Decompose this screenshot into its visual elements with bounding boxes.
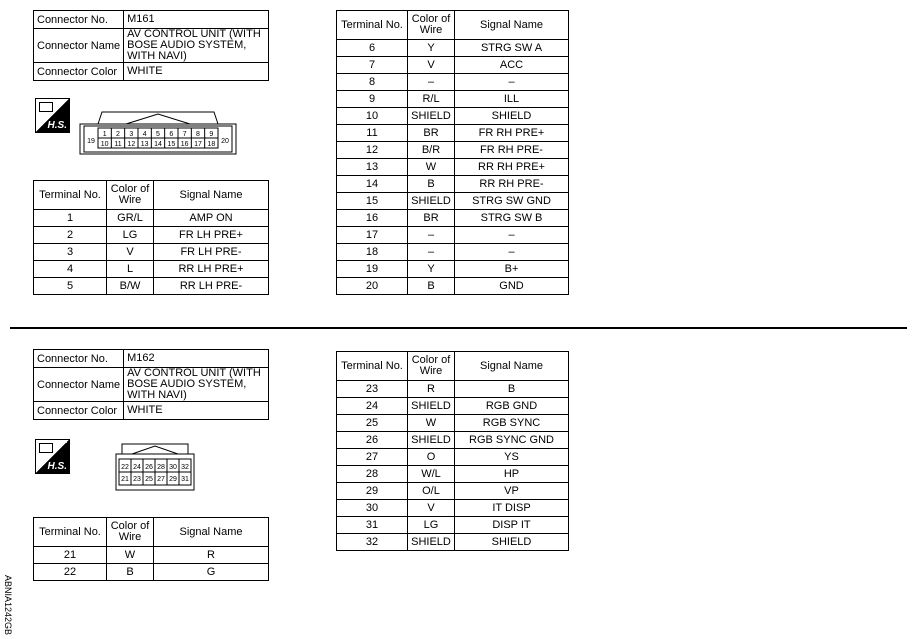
signal-name-cell: R bbox=[154, 547, 269, 564]
terminal-no-cell: 28 bbox=[337, 466, 408, 483]
table-row bbox=[34, 261, 269, 278]
signal-name-cell: FR LH PRE+ bbox=[154, 227, 269, 244]
wire-color-cell: LG bbox=[107, 227, 154, 244]
wire-color-cell: L bbox=[107, 261, 154, 278]
pin-number: 14 bbox=[154, 141, 162, 148]
signal-name-cell: FR RH PRE- bbox=[455, 142, 569, 159]
wire-color-cell: SHIELD bbox=[408, 193, 455, 210]
pin-number: 20 bbox=[221, 138, 229, 145]
wire-color-cell: SHIELD bbox=[408, 398, 455, 415]
pin-number: 10 bbox=[100, 141, 109, 148]
pin-number: 23 bbox=[133, 476, 141, 483]
terminal-no-cell: 19 bbox=[337, 261, 408, 278]
color-of-wire-header: Color of Wire bbox=[408, 11, 455, 40]
connector-name-label: Connector Name bbox=[34, 29, 124, 63]
wire-color-cell: Y bbox=[408, 261, 455, 278]
table-row bbox=[337, 261, 569, 278]
color-of-wire-header: Color of Wire bbox=[408, 352, 455, 381]
connector-color-value: WHITE bbox=[124, 63, 269, 81]
signal-name-cell: HP bbox=[455, 466, 569, 483]
terminal-no-cell: 4 bbox=[34, 261, 107, 278]
signal-name-header: Signal Name bbox=[455, 352, 569, 381]
connector-color-label: Connector Color bbox=[34, 402, 124, 420]
wire-color-cell: SHIELD bbox=[408, 432, 455, 449]
wire-color-cell: B bbox=[107, 564, 154, 581]
terminal-no-cell: 3 bbox=[34, 244, 107, 261]
terminal-no-cell: 22 bbox=[34, 564, 107, 581]
signal-name-cell: AMP ON bbox=[154, 210, 269, 227]
table-row bbox=[337, 500, 569, 517]
pin-number: 11 bbox=[114, 141, 122, 148]
terminal-no-cell: 30 bbox=[337, 500, 408, 517]
terminal-no-cell: 8 bbox=[337, 74, 408, 91]
signal-name-header: Signal Name bbox=[154, 518, 269, 547]
terminal-no-cell: 10 bbox=[337, 108, 408, 125]
pin-table-m161-a bbox=[33, 180, 269, 295]
terminal-no-cell: 29 bbox=[337, 483, 408, 500]
table-row bbox=[34, 244, 269, 261]
terminal-no-header: Terminal No. bbox=[337, 352, 408, 381]
terminal-no-header: Terminal No. bbox=[34, 518, 107, 547]
wire-color-cell: W bbox=[107, 547, 154, 564]
table-row bbox=[337, 108, 569, 125]
pin-number: 26 bbox=[145, 464, 153, 471]
pin-number: 21 bbox=[121, 476, 129, 483]
hs-label: H.S. bbox=[47, 461, 67, 472]
table-row bbox=[337, 244, 569, 261]
signal-name-cell: RGB SYNC GND bbox=[455, 432, 569, 449]
table-row bbox=[337, 176, 569, 193]
signal-name-cell: G bbox=[154, 564, 269, 581]
table-row bbox=[337, 159, 569, 176]
connector-name-value: AV CONTROL UNIT (WITH BOSE AUDIO SYSTEM, WITH NAVI) bbox=[124, 368, 269, 402]
signal-name-header: Signal Name bbox=[455, 11, 569, 40]
pin-number: 25 bbox=[145, 476, 153, 483]
signal-name-cell: SHIELD bbox=[455, 108, 569, 125]
terminal-no-cell: 13 bbox=[337, 159, 408, 176]
connector-no-value: M161 bbox=[124, 11, 269, 29]
pin-table-m161-b bbox=[336, 10, 569, 295]
signal-name-cell: STRG SW GND bbox=[455, 193, 569, 210]
pin-number: 5 bbox=[156, 131, 160, 138]
signal-name-cell: RR RH PRE+ bbox=[455, 159, 569, 176]
table-row bbox=[337, 466, 569, 483]
wire-color-cell: O bbox=[408, 449, 455, 466]
pin-table-m162-a bbox=[33, 517, 269, 581]
table-row bbox=[337, 193, 569, 210]
pin-number: 31 bbox=[181, 476, 189, 483]
wire-color-cell: BR bbox=[408, 125, 455, 142]
wire-color-cell: GR/L bbox=[107, 210, 154, 227]
signal-name-cell: – bbox=[455, 244, 569, 261]
signal-name-cell: ACC bbox=[455, 57, 569, 74]
section-divider bbox=[10, 327, 907, 329]
terminal-no-cell: 16 bbox=[337, 210, 408, 227]
table-row bbox=[337, 57, 569, 74]
connector-color-value: WHITE bbox=[124, 402, 269, 420]
wire-color-cell: O/L bbox=[408, 483, 455, 500]
signal-name-cell: B+ bbox=[455, 261, 569, 278]
terminal-no-cell: 31 bbox=[337, 517, 408, 534]
pin-number: 8 bbox=[196, 131, 200, 138]
wire-color-cell: – bbox=[408, 74, 455, 91]
table-row bbox=[337, 432, 569, 449]
hs-label: H.S. bbox=[47, 120, 67, 131]
pin-number: 19 bbox=[87, 138, 95, 145]
table-row bbox=[34, 210, 269, 227]
pin-number: 30 bbox=[169, 464, 177, 471]
connector-face-m162 bbox=[112, 442, 198, 492]
wire-color-cell: V bbox=[408, 500, 455, 517]
signal-name-cell: RGB GND bbox=[455, 398, 569, 415]
signal-name-cell: VP bbox=[455, 483, 569, 500]
pin-number: 16 bbox=[180, 141, 189, 148]
pin-number: 29 bbox=[169, 476, 177, 483]
pin-number: 7 bbox=[182, 131, 187, 138]
signal-name-cell: RGB SYNC bbox=[455, 415, 569, 432]
figure-code: ABNIA1242GB bbox=[3, 574, 14, 636]
color-of-wire-header: Color of Wire bbox=[107, 181, 154, 210]
signal-name-cell: RR LH PRE- bbox=[154, 278, 269, 295]
terminal-no-cell: 18 bbox=[337, 244, 408, 261]
connector-color-label: Connector Color bbox=[34, 63, 124, 81]
signal-name-cell: STRG SW A bbox=[455, 40, 569, 57]
connector-name-label: Connector Name bbox=[34, 368, 124, 402]
harness-side-icon bbox=[35, 98, 70, 133]
pin-number: 18 bbox=[207, 141, 216, 148]
signal-name-cell: GND bbox=[455, 278, 569, 295]
pin-number: 4 bbox=[142, 131, 147, 138]
table-row bbox=[337, 398, 569, 415]
terminal-no-cell: 7 bbox=[337, 57, 408, 74]
connector-name-value: AV CONTROL UNIT (WITH BOSE AUDIO SYSTEM, WITH NAVI) bbox=[124, 29, 269, 63]
pin-number: 6 bbox=[169, 131, 174, 138]
pin-number: 3 bbox=[129, 131, 134, 138]
wire-color-cell: SHIELD bbox=[408, 534, 455, 551]
table-row bbox=[337, 91, 569, 108]
signal-name-cell: FR LH PRE- bbox=[154, 244, 269, 261]
table-row bbox=[337, 125, 569, 142]
wire-color-cell: Y bbox=[408, 40, 455, 57]
terminal-no-cell: 21 bbox=[34, 547, 107, 564]
pin-number: 2 bbox=[116, 131, 120, 138]
wire-color-cell: B bbox=[408, 278, 455, 295]
wire-color-cell: R bbox=[408, 381, 455, 398]
color-of-wire-header: Color of Wire bbox=[107, 518, 154, 547]
signal-name-cell: ILL bbox=[455, 91, 569, 108]
signal-name-cell: IT DISP bbox=[455, 500, 569, 517]
terminal-no-cell: 20 bbox=[337, 278, 408, 295]
signal-name-cell: RR LH PRE+ bbox=[154, 261, 269, 278]
terminal-no-cell: 27 bbox=[337, 449, 408, 466]
terminal-no-header: Terminal No. bbox=[337, 11, 408, 40]
table-row bbox=[34, 547, 269, 564]
terminal-no-cell: 1 bbox=[34, 210, 107, 227]
table-row bbox=[337, 517, 569, 534]
pin-number: 27 bbox=[157, 476, 165, 483]
signal-name-cell: – bbox=[455, 227, 569, 244]
connector-no-value: M162 bbox=[124, 350, 269, 368]
wire-color-cell: – bbox=[408, 244, 455, 261]
pin-number: 13 bbox=[140, 141, 149, 148]
connector-face-m161 bbox=[78, 108, 238, 156]
pin-number: 28 bbox=[157, 464, 165, 471]
table-row bbox=[337, 74, 569, 91]
wire-color-cell: B/R bbox=[408, 142, 455, 159]
terminal-no-cell: 24 bbox=[337, 398, 408, 415]
signal-name-cell: YS bbox=[455, 449, 569, 466]
terminal-no-cell: 9 bbox=[337, 91, 408, 108]
table-row bbox=[34, 227, 269, 244]
signal-name-cell: FR RH PRE+ bbox=[455, 125, 569, 142]
connector-info-m162 bbox=[33, 349, 269, 420]
connector-no-label: Connector No. bbox=[34, 350, 124, 368]
wire-color-cell: W bbox=[408, 415, 455, 432]
table-row bbox=[337, 449, 569, 466]
terminal-no-cell: 11 bbox=[337, 125, 408, 142]
terminal-no-cell: 26 bbox=[337, 432, 408, 449]
table-row bbox=[337, 227, 569, 244]
terminal-no-cell: 25 bbox=[337, 415, 408, 432]
signal-name-cell: RR RH PRE- bbox=[455, 176, 569, 193]
table-row bbox=[337, 415, 569, 432]
signal-name-cell: B bbox=[455, 381, 569, 398]
table-row bbox=[337, 381, 569, 398]
wire-color-cell: W/L bbox=[408, 466, 455, 483]
pin-number: 22 bbox=[121, 464, 129, 471]
terminal-no-cell: 15 bbox=[337, 193, 408, 210]
wire-color-cell: BR bbox=[408, 210, 455, 227]
wire-color-cell: B/W bbox=[107, 278, 154, 295]
table-row bbox=[34, 564, 269, 581]
pin-number: 24 bbox=[133, 464, 141, 471]
table-row bbox=[337, 40, 569, 57]
terminal-no-cell: 14 bbox=[337, 176, 408, 193]
signal-name-cell: STRG SW B bbox=[455, 210, 569, 227]
wire-color-cell: – bbox=[408, 227, 455, 244]
terminal-no-cell: 23 bbox=[337, 381, 408, 398]
pin-table-m162-b bbox=[336, 351, 569, 551]
pin-number: 1 bbox=[102, 131, 107, 138]
table-row bbox=[337, 483, 569, 500]
connector-no-label: Connector No. bbox=[34, 11, 124, 29]
table-row bbox=[337, 534, 569, 551]
table-row bbox=[337, 278, 569, 295]
terminal-no-header: Terminal No. bbox=[34, 181, 107, 210]
table-row bbox=[337, 142, 569, 159]
terminal-no-cell: 12 bbox=[337, 142, 408, 159]
terminal-no-cell: 32 bbox=[337, 534, 408, 551]
pin-number: 15 bbox=[167, 141, 176, 148]
signal-name-cell: SHIELD bbox=[455, 534, 569, 551]
table-row bbox=[337, 210, 569, 227]
signal-name-cell: – bbox=[455, 74, 569, 91]
wire-color-cell: V bbox=[408, 57, 455, 74]
pin-number: 9 bbox=[209, 131, 214, 138]
terminal-no-cell: 5 bbox=[34, 278, 107, 295]
wire-color-cell: LG bbox=[408, 517, 455, 534]
terminal-no-cell: 2 bbox=[34, 227, 107, 244]
pin-number: 17 bbox=[194, 141, 202, 148]
wire-color-cell: W bbox=[408, 159, 455, 176]
signal-name-header: Signal Name bbox=[154, 181, 269, 210]
table-row bbox=[34, 278, 269, 295]
terminal-no-cell: 6 bbox=[337, 40, 408, 57]
wire-color-cell: V bbox=[107, 244, 154, 261]
signal-name-cell: DISP IT bbox=[455, 517, 569, 534]
pin-number: 32 bbox=[181, 464, 189, 471]
harness-side-icon bbox=[35, 439, 70, 474]
connector-info-m161 bbox=[33, 10, 269, 81]
terminal-no-cell: 17 bbox=[337, 227, 408, 244]
pin-number: 12 bbox=[127, 141, 136, 148]
wire-color-cell: SHIELD bbox=[408, 108, 455, 125]
wire-color-cell: B bbox=[408, 176, 455, 193]
wire-color-cell: R/L bbox=[408, 91, 455, 108]
